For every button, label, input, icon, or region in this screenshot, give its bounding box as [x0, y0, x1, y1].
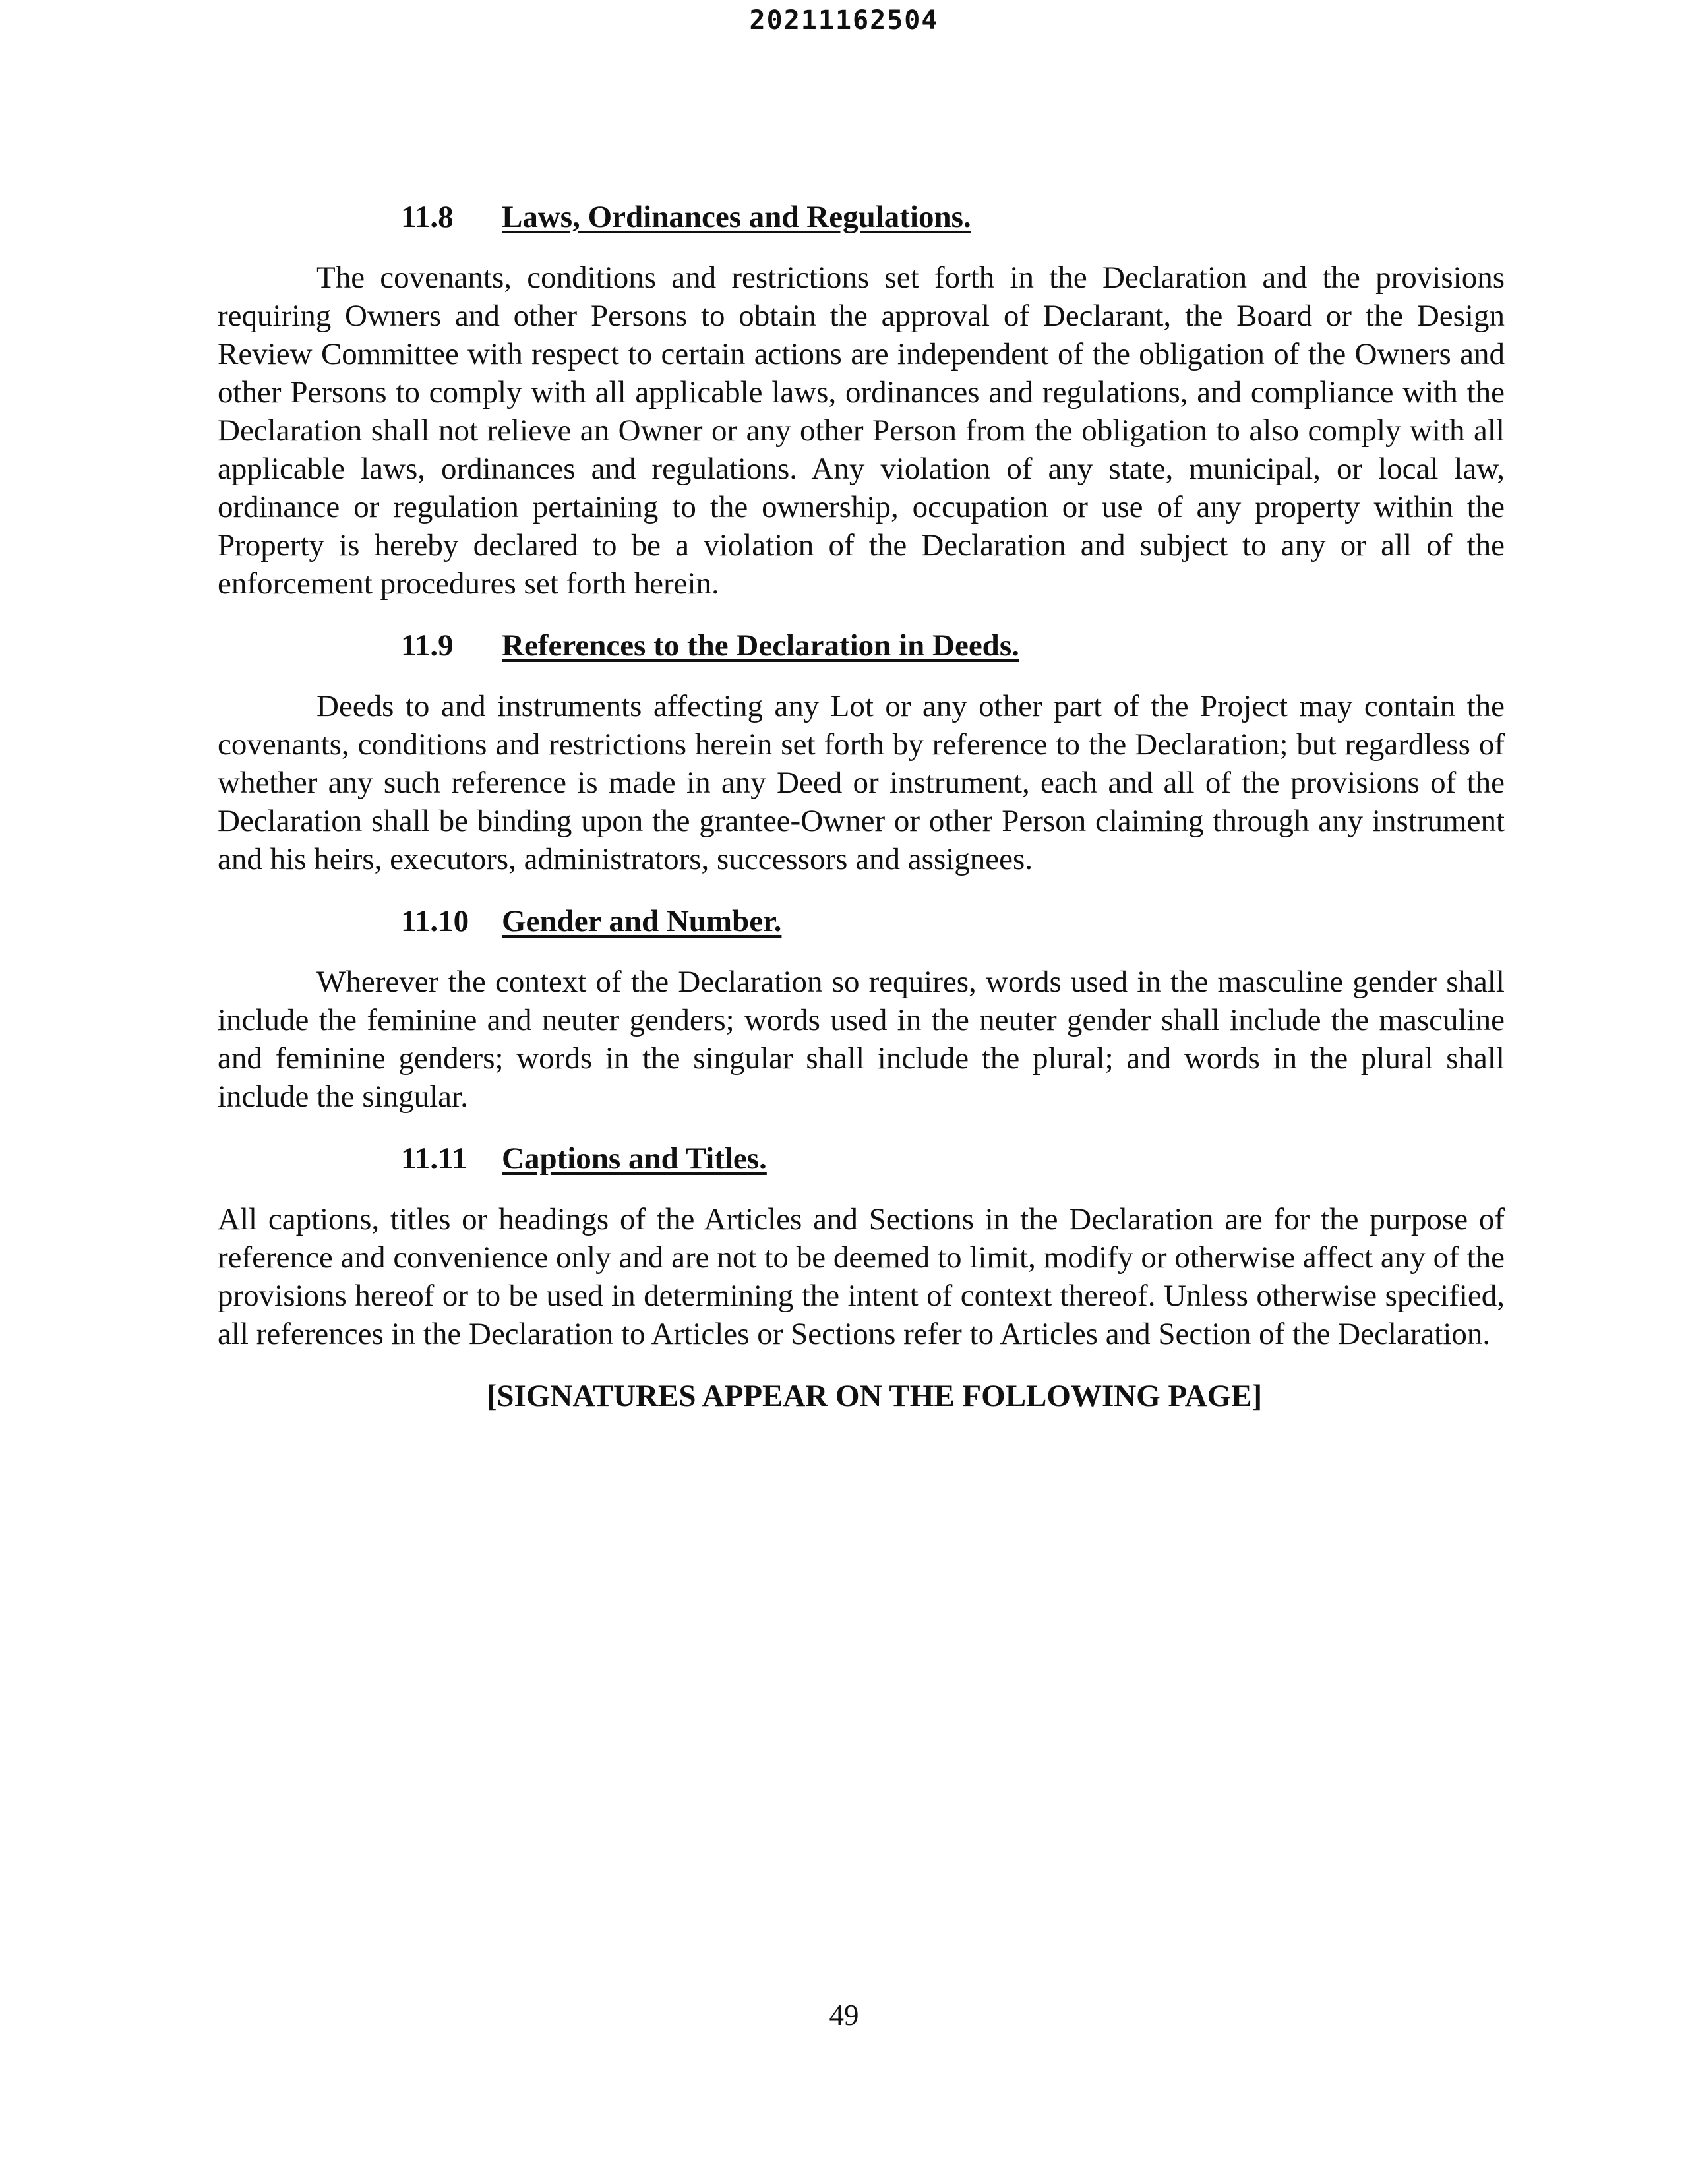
section-number: 11.10: [401, 904, 469, 938]
page-number: 49: [829, 1999, 859, 2032]
document-content: [218, 198, 1505, 1415]
section-heading-11-11: [218, 1139, 1505, 1178]
section-title: Gender and Number.: [502, 904, 782, 938]
section-number: 11.11: [401, 1141, 467, 1176]
section-number: 11.8: [401, 200, 454, 234]
section-heading-11-9: [218, 626, 1505, 665]
section-body-11-11: All captions, titles or headings of the Articles and Sections in the Declaration are for the purpose of reference and convenience only and are not to be deemed to limit, modify or otherwise affect any of the provisions hereof or to be used in determining the intent of context thereof. Unless otherwise specified, all references in the Declaration to Articles or Sections refer to Articles and Section of the Declaration.: [218, 1202, 1505, 1351]
section-heading-11-8: [218, 198, 1505, 236]
signatures-note: [SIGNATURES APPEAR ON THE FOLLOWING PAGE]: [486, 1379, 1263, 1413]
section-body-11-10: Wherever the context of the Declaration so requires, words used in the masculine gender shall include the feminine and neuter genders; words used in the neuter gender shall include the masculine and feminine genders; words in the singular shall include the plural; and words in the plural shall include the singular.: [218, 965, 1505, 1114]
document-number: 20211162504: [749, 5, 939, 36]
section-title: References to the Declaration in Deeds.: [502, 628, 1019, 663]
section-number: 11.9: [401, 628, 454, 663]
section-body-11-9: Deeds to and instruments affecting any Lot or any other part of the Project may contain the covenants, conditions and restrictions herein set forth by reference to the Declaration; but regardless of whether any such reference is made in any Deed or instrument, each and all of the provisions of the Declaration shall be binding upon the grantee-Owner or other Person claiming through any instrument and his heirs, executors, administrators, successors and assignees.: [218, 689, 1505, 876]
section-title: Captions and Titles.: [502, 1141, 767, 1176]
section-heading-11-10: [218, 902, 1505, 940]
section-body-11-8: The covenants, conditions and restrictions set forth in the Declaration and the provisions requiring Owners and other Persons to obtain the approval of Declarant, the Board or the Design Review Committee with respect to certain actions are independent of the obligation of the Owners and other Persons to comply with all applicable laws, ordinances and regulations, and compliance with the Declaration shall not relieve an Owner or any other Person from the obligation to also comply with all applicable laws, ordinances and regulations. Any violation of any state, municipal, or local law, ordinance or regulation pertaining to the ownership, occupation or use of any property within the Property is hereby declared to be a violation of the Declaration and subject to any or all of the enforcement procedures set forth herein.: [218, 260, 1505, 601]
section-title: Laws, Ordinances and Regulations.: [502, 200, 971, 234]
